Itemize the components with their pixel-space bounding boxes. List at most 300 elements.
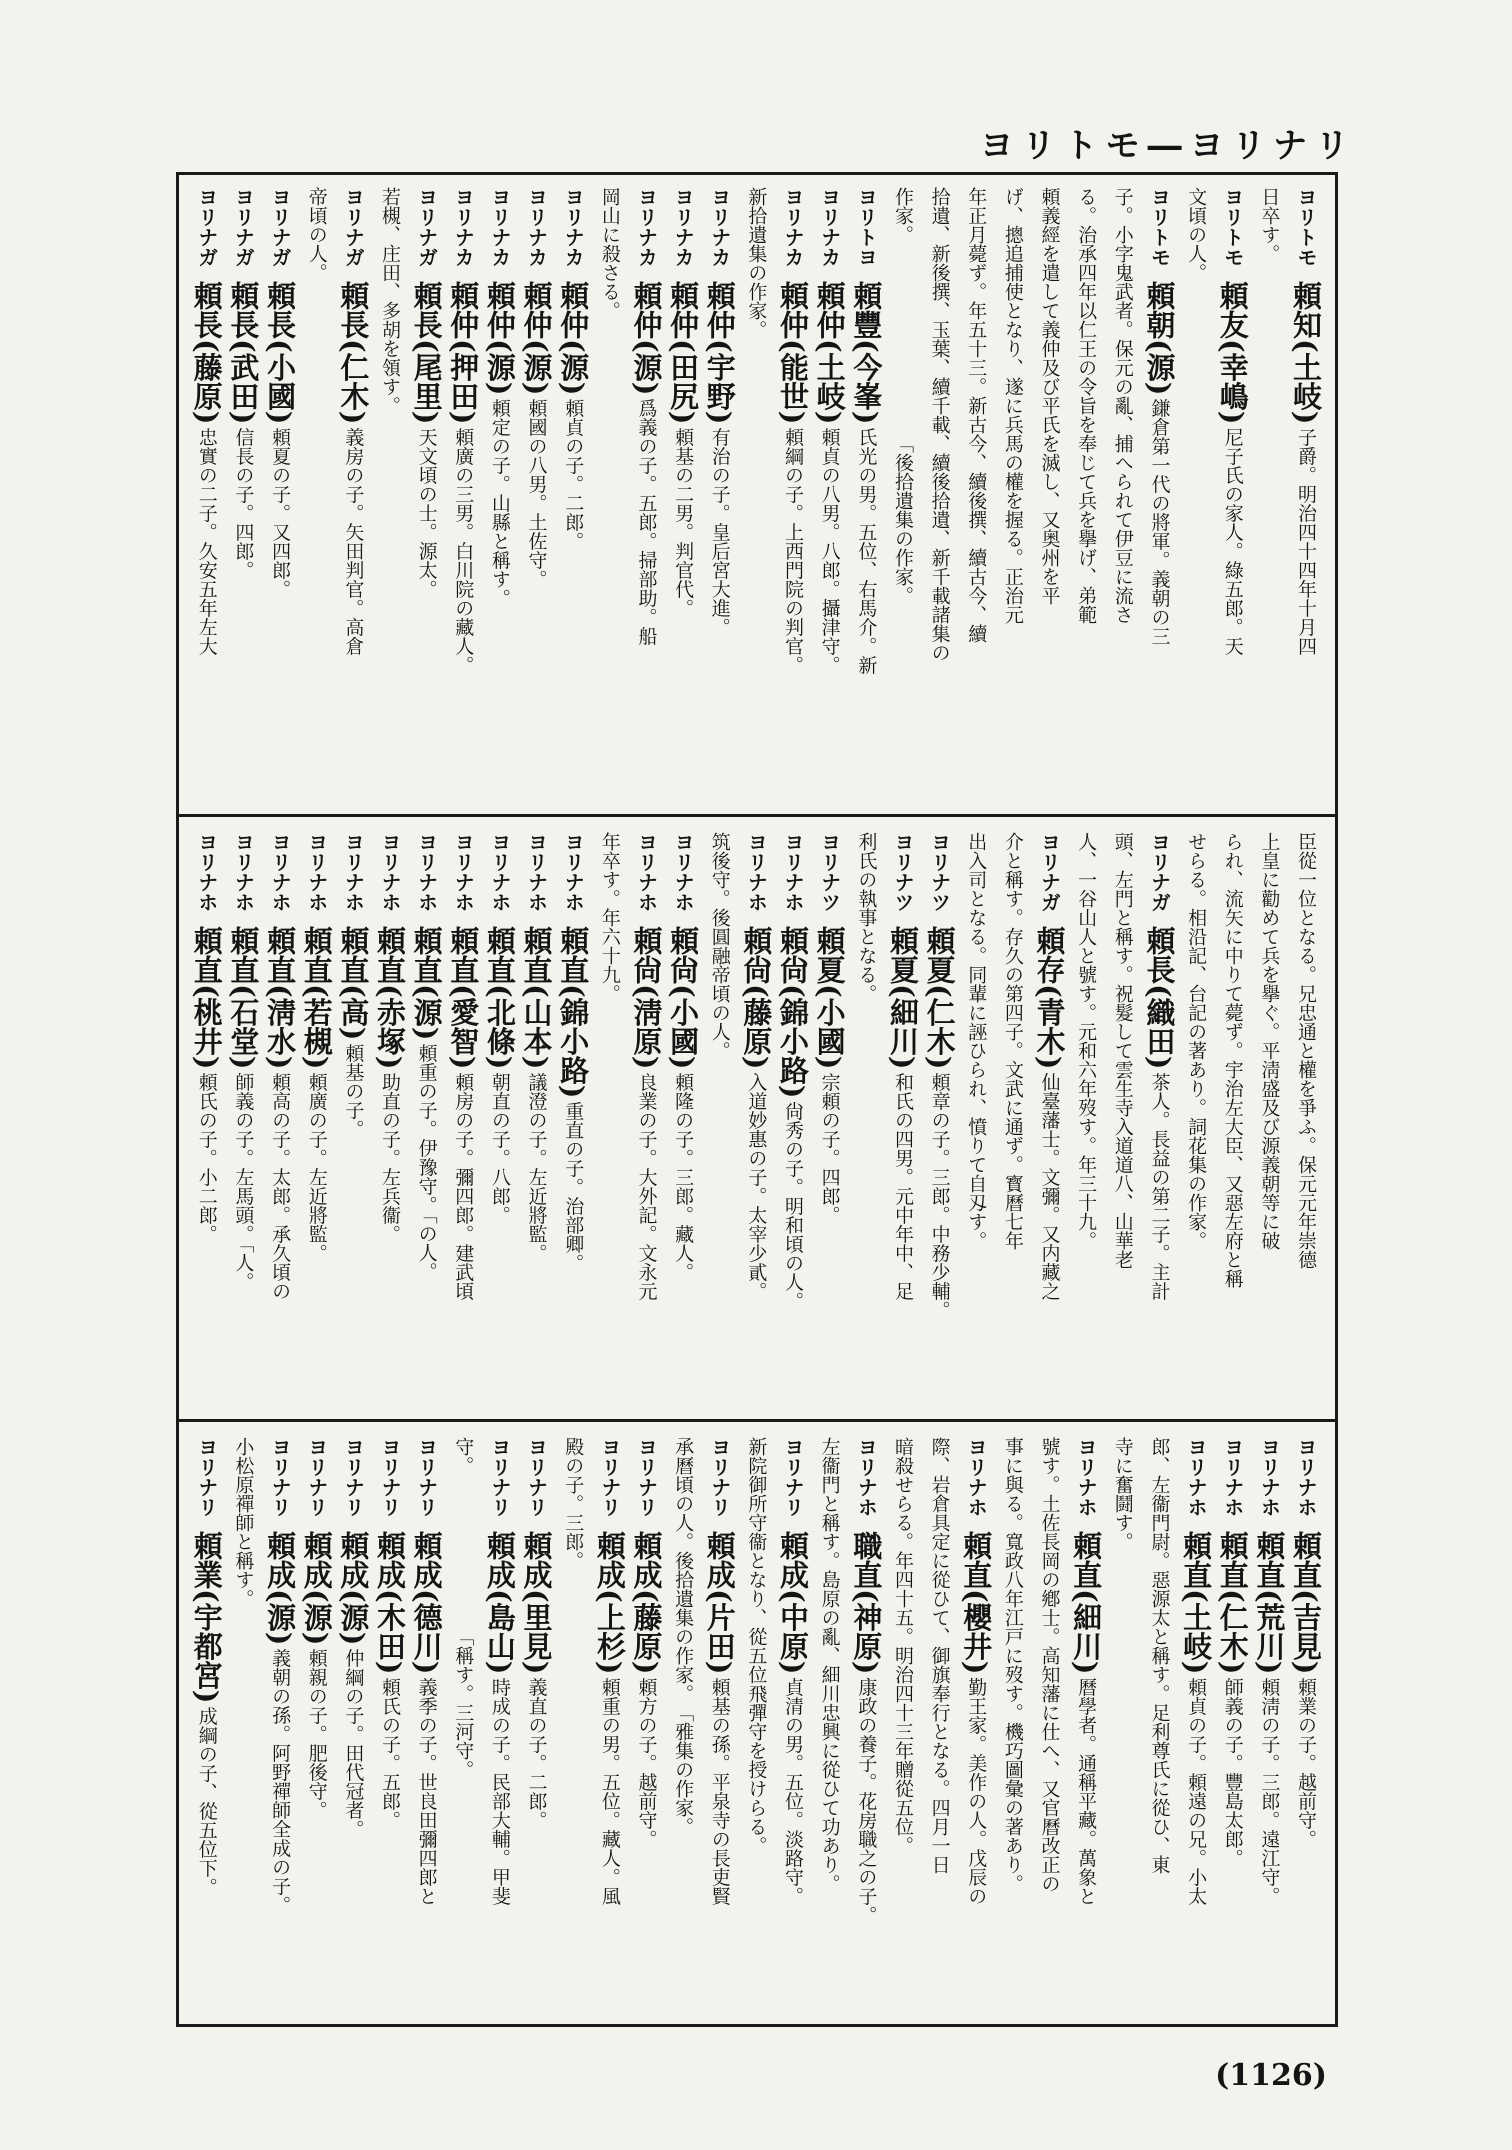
entry-reading: ヨリナガ <box>1037 832 1062 912</box>
entry-text: 氏光の男。五位、右馬介。新 <box>855 427 878 675</box>
entry-reading: ヨリナツ <box>927 832 952 912</box>
entry-headword: 頼成(源) <box>263 1531 298 1646</box>
entry-text: 頼基の孫。平泉寺の長吏賢 <box>708 1677 731 1906</box>
entry-text: 作家。 「後拾遺集の作家。 <box>891 187 914 605</box>
entry-reading: ヨリナホ <box>781 832 806 912</box>
entry-headword: 頼仲(能世) <box>776 281 811 425</box>
entry-column <box>812 1437 849 2021</box>
entry-column <box>299 832 336 1413</box>
entry-reading: ヨリナツ <box>817 832 842 912</box>
entry-column <box>1252 832 1289 1413</box>
entry-text: 左衞門と稱す。島原の亂、細川忠興に從ひて功あり。 <box>818 1437 841 1893</box>
entry-reading: ヨリナホ <box>634 832 659 912</box>
entry-column <box>702 187 739 808</box>
entry-text: 寺に奮鬪す。 <box>1111 1437 1134 1551</box>
entry-headword: 頼成(島山) <box>482 1531 517 1675</box>
entry-column <box>885 1437 922 2021</box>
entry-reading: ヨリトモ <box>1220 187 1245 267</box>
entry-column <box>629 187 666 808</box>
entry-column <box>409 187 446 808</box>
entry-column <box>1105 1437 1142 2021</box>
entry-text: 頼定の子。山縣と稱す。 <box>488 398 511 608</box>
entry-column <box>702 832 739 1413</box>
entry-text: 義朝の孫。阿野禪師全成の子。 <box>269 1648 292 1915</box>
entry-column <box>959 1437 996 2021</box>
entry-text: 頼基の二男。判官代。 <box>672 427 695 618</box>
entry-reading: ヨリナホ <box>1294 1437 1318 1517</box>
entry-reading: ヨリナリ <box>268 1437 293 1517</box>
entry-column <box>519 187 556 808</box>
entry-column <box>1105 187 1142 808</box>
entry-text: 年卒す。年六十九。 <box>598 832 621 1003</box>
entry-column <box>629 832 666 1413</box>
entry-column <box>299 187 336 808</box>
entry-column <box>1178 187 1215 808</box>
entry-headword: 頼仲(源) <box>519 281 554 396</box>
entry-text: 頼章の子。三郎。中務少輔。 <box>928 1072 951 1320</box>
entry-text: 師義の子。左馬頭。「人。 <box>232 1072 255 1291</box>
entry-reading: ヨリナホ <box>854 1437 879 1517</box>
entry-column <box>372 1437 409 2021</box>
entry-text: 頼氏の子。五郎。 <box>378 1677 401 1830</box>
entry-text: 頼高の子。太郎。承久頃の <box>269 1072 292 1301</box>
entry-headword: 頼長(尾里) <box>409 281 444 425</box>
entry-column <box>446 832 483 1413</box>
entry-text: 人、一谷山人と號す。元和六年歿す。年三十九。 <box>1075 832 1098 1250</box>
entry-column <box>1142 1437 1179 2021</box>
entry-headword: 頼成(片田) <box>702 1531 737 1675</box>
entry-reading: ヨリナホ <box>561 832 586 912</box>
entry-column <box>262 1437 299 2021</box>
entry-text: 拾遺、新後撰、玉葉、續千載、續後拾遺、新千載諸集の <box>928 187 951 662</box>
entry-text: 文頃の人。 <box>1185 187 1208 282</box>
entry-column <box>1215 1437 1252 2021</box>
entry-text: 利氏の執事となる。 <box>855 832 878 1003</box>
entry-text: 出入司となる。同輩に誣ひられ、憤りて自刄す。 <box>965 832 988 1250</box>
entry-column <box>189 832 226 1413</box>
entry-reading: ヨリナホ <box>524 832 549 912</box>
entry-text: 頭、左門と稱す。祝髮して雲生寺入道道八、山華老 <box>1111 832 1134 1269</box>
entry-column <box>1032 187 1069 808</box>
entry-headword: 頼尙(淸原) <box>629 926 664 1070</box>
entry-column <box>1288 187 1325 808</box>
entry-text: 信長の子。四郎。 <box>232 427 255 580</box>
entry-text: 頼貞の八男。八郎。攝津守。 <box>818 427 841 675</box>
entry-text: 爲義の子。五郎。掃部助。船 <box>635 398 658 646</box>
entry-reading: ヨリナホ <box>1220 1437 1245 1517</box>
entry-reading: ヨリナカ <box>781 187 806 267</box>
entry-column <box>629 1437 666 2021</box>
entry-reading: ヨリナリ <box>707 1437 732 1517</box>
entry-column <box>1105 832 1142 1413</box>
entry-reading: ヨリナカ <box>634 187 659 267</box>
entry-reading: ヨリナリ <box>597 1437 622 1517</box>
entry-headword: 頼長(織田) <box>1142 926 1177 1070</box>
entry-column <box>226 187 263 808</box>
entry-reading: ヨリナリ <box>634 1437 659 1517</box>
entry-column <box>739 1437 776 2021</box>
entry-column <box>849 832 886 1413</box>
entry-reading: ヨリナリ <box>304 1437 329 1517</box>
entry-column <box>849 1437 886 2021</box>
entry-column <box>519 1437 556 2021</box>
entry-text: 頼親の子。肥後守。 <box>305 1648 328 1820</box>
entry-reading: ヨリナホ <box>1257 1437 1282 1517</box>
entry-reading: ヨリナカ <box>707 187 732 267</box>
entry-headword: 頼仲(宇野) <box>702 281 737 425</box>
entry-reading: ヨリナリ <box>781 1437 806 1517</box>
entry-text: 新院御所守衞となり、從五位飛彈守を授けらる。 <box>745 1437 768 1855</box>
entry-text: 守。 「稱す。三河守。 <box>452 1437 475 1779</box>
entry-column <box>556 187 593 808</box>
entry-column <box>885 187 922 808</box>
entry-text: 天文頃の士。源太。 <box>415 427 438 599</box>
entry-headword: 頼成(中原) <box>776 1531 811 1675</box>
entry-text: 頼義經を遣して義仲及び平氏を滅し、又奥州を平 <box>1038 187 1061 605</box>
entry-column <box>1142 832 1179 1413</box>
entry-headword: 頼仲(押田) <box>446 281 481 425</box>
entry-text: 郎、左衞門尉。惡源太と稱す。足利尊氏に從ひ、東 <box>1148 1437 1171 1874</box>
entry-headword: 頼長(仁木) <box>336 281 371 425</box>
entry-column <box>372 832 409 1413</box>
entry-column <box>1215 187 1252 808</box>
entry-column <box>189 187 226 808</box>
entry-headword: 頼成(源) <box>299 1531 334 1646</box>
entry-headword: 頼仲(田尻) <box>666 281 701 425</box>
entry-text: 介と稱す。存久の第四子。文武に通ず。寳曆七年 <box>1001 832 1024 1250</box>
entry-text: 若槻、庄田、多胡を領す。 <box>378 187 401 415</box>
entry-column <box>409 1437 446 2021</box>
entry-headword: 頼直(仁木) <box>1215 1531 1250 1675</box>
entry-text: 頼重の子。伊豫守。「の人。 <box>415 1043 438 1281</box>
entry-column <box>665 187 702 808</box>
entry-text: 頼淸の子。三郎。遠江守。 <box>1258 1677 1281 1906</box>
entry-text: 頼綱の子。上西門院の判官。 <box>782 427 805 675</box>
entry-headword: 頼仲(土岐) <box>812 281 847 425</box>
entry-headword: 頼成(上杉) <box>592 1531 627 1675</box>
entry-text: 義季の子。世良田彌四郎と <box>415 1677 438 1906</box>
entry-column <box>1252 187 1289 808</box>
entry-headword: 頼朝(源) <box>1142 281 1177 396</box>
entry-text: 康政の養子。花房職之の子。 <box>855 1677 878 1925</box>
entry-column <box>336 832 373 1413</box>
entry-reading: ヨリトモ <box>1147 187 1172 267</box>
entry-text: 入道妙惠の子。太宰少貳。 <box>745 1072 768 1301</box>
entry-column <box>409 832 446 1413</box>
entry-column <box>1032 1437 1069 2021</box>
entry-column <box>372 187 409 808</box>
entry-column <box>812 187 849 808</box>
entry-text: 新拾遺集の作家。 <box>745 187 768 339</box>
entry-headword: 頼仲(源) <box>482 281 517 396</box>
entry-reading: ヨリナホ <box>268 832 293 912</box>
entry-band-bottom <box>179 1425 1335 2027</box>
entry-reading: ヨリナガ <box>341 187 366 267</box>
entry-text: 殿の子。三郎。 <box>562 1437 585 1570</box>
entry-headword: 頼夏(細川) <box>885 926 920 1070</box>
entry-reading: ヨリナホ <box>377 832 402 912</box>
entry-text: げ、摠追捕使となり、遂に兵馬の權を握る。正治元 <box>1001 187 1024 624</box>
entry-column <box>739 832 776 1413</box>
entry-headword: 頼業(宇都宮) <box>189 1531 224 1704</box>
entry-column <box>592 1437 629 2021</box>
entry-reading: ヨリナリ <box>487 1437 512 1517</box>
entry-reading: ヨリナガ <box>231 187 256 267</box>
entry-text: 時成の子。民部大輔。甲斐 <box>488 1677 511 1906</box>
entry-text: られ、流矢に中りて薨ず。宇治左大臣、又惡左府と稱 <box>1221 832 1244 1288</box>
entry-headword: 頼直(錦小路) <box>556 926 591 1099</box>
entry-reading: ヨリナリ <box>341 1437 366 1517</box>
entry-column <box>336 1437 373 2021</box>
entry-reading: ヨリナカ <box>451 187 476 267</box>
dictionary-frame <box>176 172 1338 2027</box>
page-number: (1126) <box>1215 2058 1327 2093</box>
entry-headword: 頼尙(錦小路) <box>776 926 811 1099</box>
entry-text: 勤王家。美作の人。戊辰の <box>965 1677 988 1906</box>
entry-column <box>665 832 702 1413</box>
entry-text: 頼廣の三男。白川院の藏人。 <box>452 427 475 675</box>
entry-reading: ヨリナホ <box>487 832 512 912</box>
entry-text: 和氏の四男。元中年中、足 <box>891 1072 914 1301</box>
entry-column <box>1178 1437 1215 2021</box>
entry-headword: 頼仲(源) <box>556 281 591 396</box>
entry-column <box>1288 832 1325 1413</box>
entry-text: 頼國の八男。土佐守。 <box>525 398 548 589</box>
entry-reading: ヨリナカ <box>671 187 696 267</box>
entry-column <box>775 187 812 808</box>
entry-headword: 頼直(細川) <box>1069 1531 1104 1675</box>
entry-column <box>1032 832 1069 1413</box>
entry-text: 事に與る。寬政八年江戸に歿す。機巧圖彙の著あり。 <box>1001 1437 1024 1893</box>
entry-text: 頼廣の子。左近將監。 <box>305 1072 328 1263</box>
entry-text: 師義の子。豐島太郎。 <box>1221 1677 1244 1868</box>
entry-band-top <box>179 175 1335 817</box>
entry-headword: 頼直(北條) <box>482 926 517 1070</box>
entry-reading: ヨリナホ <box>341 832 366 912</box>
entry-headword: 頼直(高) <box>336 926 371 1041</box>
entry-text: 頼夏の子。又四郎。 <box>269 427 292 599</box>
entry-headword: 頼直(愛智) <box>446 926 481 1070</box>
entry-reading: ヨリナリ <box>524 1437 549 1517</box>
entry-text: 號す。土佐長岡の鄕士。高知藩に仕へ、又官曆改正の <box>1038 1437 1061 1893</box>
entry-text: 子爵。明治四十四年十月四 <box>1295 427 1317 656</box>
entry-reading: ヨリナカ <box>524 187 549 267</box>
entry-reading: ヨリナリ <box>414 1437 439 1517</box>
entry-reading: ヨリナホ <box>1184 1437 1209 1517</box>
entry-column <box>812 832 849 1413</box>
entry-band-middle <box>179 820 1335 1422</box>
entry-text: 有治の子。皇后宮大進。 <box>708 427 731 637</box>
entry-reading: ヨリナガ <box>268 187 293 267</box>
entry-column <box>922 832 959 1413</box>
entry-text: 上皇に勸めて兵を擧ぐ。平淸盛及び源義朝等に破 <box>1258 832 1281 1250</box>
entry-column <box>995 832 1032 1413</box>
entry-column <box>1215 832 1252 1413</box>
entry-reading: ヨリナホ <box>671 832 696 912</box>
entry-column <box>336 187 373 808</box>
running-head: ヨリトモ―ヨリナリ <box>979 126 1357 166</box>
entry-reading: ヨリナホ <box>1074 1437 1099 1517</box>
entry-headword: 頼直(吉見) <box>1289 1531 1323 1675</box>
entry-reading: ヨリナホ <box>414 832 439 912</box>
entry-column <box>482 187 519 808</box>
entry-headword: 頼長(藤原) <box>189 281 224 425</box>
entry-column <box>1142 187 1179 808</box>
entry-headword: 頼直(淸水) <box>263 926 298 1070</box>
entry-column <box>446 1437 483 2021</box>
entry-text: 頼貞の子。頼遠の兄。小太 <box>1185 1677 1208 1906</box>
entry-text: 頼貞の子。二郎。 <box>562 398 585 551</box>
entry-headword: 頼成(德川) <box>409 1531 444 1675</box>
entry-reading: ヨリナガ <box>194 187 219 267</box>
entry-column <box>556 832 593 1413</box>
entry-headword: 頼豐(今峯) <box>849 281 884 425</box>
entry-headword: 頼夏(小國) <box>812 926 847 1070</box>
entry-headword: 頼成(源) <box>336 1531 371 1646</box>
entry-column <box>482 1437 519 2021</box>
entry-text: 暗殺せらる。年四十五。明治四十三年贈從五位。 <box>891 1437 914 1855</box>
entry-text: 貞清の男。五位。淡路守。 <box>782 1677 805 1906</box>
entry-text: 頼業の子。越前守。 <box>1295 1677 1317 1849</box>
entry-column <box>702 1437 739 2021</box>
entry-column <box>1288 1437 1325 2021</box>
entry-text: 筑後守。後圓融帝頃の人。 <box>708 832 731 1060</box>
entry-headword: 頼直(櫻井) <box>959 1531 994 1675</box>
entry-headword: 頼直(土岐) <box>1179 1531 1214 1675</box>
entry-headword: 頼成(里見) <box>519 1531 554 1675</box>
entry-text: 頼基の子。 <box>342 1043 365 1139</box>
entry-text: 臣從一位となる。兄忠通と權を爭ふ。保元元年崇德 <box>1295 832 1317 1269</box>
entry-reading: ヨリナホ <box>231 832 256 912</box>
entry-reading: ヨリナカ <box>561 187 586 267</box>
entry-text: 義直の子。二郎。 <box>525 1677 548 1830</box>
entry-column <box>959 187 996 808</box>
entry-text: 成綱の子、從五位下。 <box>195 1706 218 1897</box>
entry-headword: 職直(神原) <box>849 1531 884 1675</box>
entry-column <box>519 832 556 1413</box>
entry-text: 宗頼の子。四郎。 <box>818 1072 841 1225</box>
entry-headword: 頼夏(仁木) <box>922 926 957 1070</box>
entry-headword: 頼友(幸嶋) <box>1215 281 1250 425</box>
entry-text: 議澄の子。左近將監。 <box>525 1072 548 1263</box>
entry-reading: ヨリナホ <box>744 832 769 912</box>
entry-column <box>299 1437 336 2021</box>
entry-column <box>665 1437 702 2021</box>
entry-column <box>1069 832 1106 1413</box>
entry-column <box>592 187 629 808</box>
entry-column <box>922 187 959 808</box>
entry-text: 朝直の子。八郎。 <box>488 1072 511 1225</box>
entry-text: 助直の子。左兵衞。 <box>378 1072 401 1244</box>
entry-headword: 頼直(若槻) <box>299 926 334 1070</box>
entry-column <box>922 1437 959 2021</box>
entry-text: 岡山に殺さる。 <box>598 187 621 320</box>
entry-column <box>1069 1437 1106 2021</box>
entry-column <box>995 1437 1032 2021</box>
entry-text: 鎌倉第一代の將軍。義朝の三 <box>1148 398 1171 646</box>
entry-reading: ヨリトヨ <box>854 187 879 267</box>
entry-reading: ヨリナホ <box>451 832 476 912</box>
entry-headword: 頼長(小國) <box>263 281 298 425</box>
entry-headword: 頼直(赤塚) <box>372 926 407 1070</box>
entry-text: 忠實の二子。久安五年左大 <box>195 427 218 656</box>
entry-reading: ヨリナホ <box>304 832 329 912</box>
entry-text: 日卒す。 <box>1258 187 1281 263</box>
entry-column <box>189 1437 226 2021</box>
entry-column <box>1252 1437 1289 2021</box>
entry-column <box>885 832 922 1413</box>
entry-text: 小松原禪師と稱す。 <box>232 1437 255 1608</box>
entry-reading: ヨリナリ <box>377 1437 402 1517</box>
entry-reading: ヨリナカ <box>817 187 842 267</box>
entry-column <box>556 1437 593 2021</box>
entry-text: せらる。相沿記、台記の著あり。詞花集の作家。 <box>1185 832 1208 1250</box>
entry-text: 頼隆の子。三郎。藏人。 <box>672 1072 695 1282</box>
entry-column <box>775 1437 812 2021</box>
entry-text: 良業の子。大外記。文永元 <box>635 1072 658 1301</box>
entry-reading: ヨリナカ <box>487 187 512 267</box>
entry-column <box>446 187 483 808</box>
entry-reading: ヨリナホ <box>194 832 219 912</box>
entry-headword: 頼直(荒川) <box>1252 1531 1287 1675</box>
entry-headword: 頼直(桃井) <box>189 926 224 1070</box>
entry-text: 頼重の男。五位。藏人。風 <box>598 1677 621 1906</box>
entry-reading: ヨリナホ <box>964 1437 989 1517</box>
entry-column <box>1178 832 1215 1413</box>
entry-column <box>1069 187 1106 808</box>
entry-text: 仲綱の子。田代冠者。 <box>342 1648 365 1839</box>
entry-text: 尼子氏の家人。綠五郎。天 <box>1221 427 1244 656</box>
entry-text: 頼房の子。彌四郎。建武頃 <box>452 1072 475 1301</box>
entry-column <box>959 832 996 1413</box>
entry-headword: 頼成(木田) <box>372 1531 407 1675</box>
entry-headword: 頼尙(藤原) <box>739 926 774 1070</box>
entry-column <box>592 832 629 1413</box>
entry-headword: 頼長(武田) <box>226 281 261 425</box>
entry-headword: 頼仲(源) <box>629 281 664 396</box>
entry-text: 曆學者。通稱平藏。萬象と <box>1075 1677 1098 1906</box>
entry-text: 際、岩倉具定に從ひて、御旗奉行となる。四月一日 <box>928 1437 951 1874</box>
entry-column <box>482 832 519 1413</box>
entry-headword: 頼直(山本) <box>519 926 554 1070</box>
entry-column <box>775 832 812 1413</box>
entry-text: 帝頃の人。 <box>305 187 328 282</box>
entry-reading: ヨリトモ <box>1294 187 1318 267</box>
entry-headword: 頼直(源) <box>409 926 444 1041</box>
entry-headword: 頼存(青木) <box>1032 926 1067 1070</box>
entry-text: 年正月薨ず。年五十三。新古今、續後撰、續古今、續 <box>965 187 988 643</box>
entry-column <box>262 187 299 808</box>
entry-text: 承曆頃の人。後拾遺集の作家。 「雅集の作家。 <box>672 1437 695 1836</box>
entry-headword: 頼成(藤原) <box>629 1531 664 1675</box>
entry-text: 尙秀の子。明和頃の人。 <box>782 1101 805 1311</box>
entry-reading: ヨリナガ <box>1147 832 1172 912</box>
entry-column <box>739 187 776 808</box>
entry-reading: ヨリナツ <box>890 832 915 912</box>
entry-column <box>849 187 886 808</box>
entry-headword: 頼直(石堂) <box>226 926 261 1070</box>
entry-column <box>226 1437 263 2021</box>
entry-reading: ヨリナガ <box>414 187 439 267</box>
entry-headword: 頼尙(小國) <box>666 926 701 1070</box>
entry-column <box>226 832 263 1413</box>
entry-text: 義房の子。矢田判官。高倉 <box>342 427 365 656</box>
entry-reading: ヨリナリ <box>194 1437 219 1517</box>
entry-text: 頼方の子。越前守。 <box>635 1677 658 1849</box>
entry-text: 重直の子。治部卿。 <box>562 1101 585 1273</box>
entry-column <box>262 832 299 1413</box>
entry-column <box>995 187 1032 808</box>
